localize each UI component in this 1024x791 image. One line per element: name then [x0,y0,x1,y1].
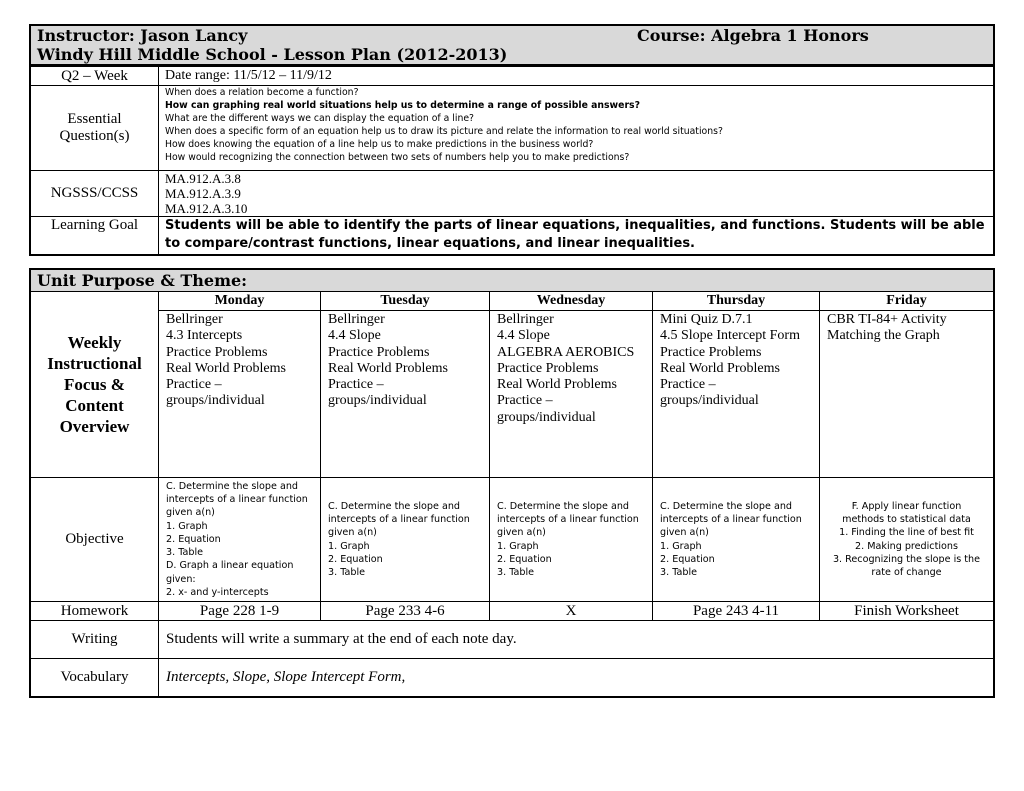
vocabulary-label: Vocabulary [31,658,159,696]
focus-item: 4.4 Slope [328,328,381,344]
writing-label: Writing [31,620,159,658]
objective-item: intercepts of a linear function [497,514,639,526]
objective-item: 1. Graph [166,520,208,532]
question-item: How would recognizing the connection between two sets of numbers help you to make predictions? [165,152,630,163]
objective-item: intercepts of a linear function [166,494,308,506]
objective-wednesday [490,477,653,601]
question-item: How does knowing the equation of a line help us to make predictions in the business world? [165,139,594,150]
focus-friday [820,310,993,477]
objective-item: 1. Finding the line of best fit [839,527,974,539]
weekly-focus-label-text: Weekly Instructional Focus & Content Overview [47,333,142,436]
homework-label: Homework [31,601,159,620]
learning-goal-label: Learning Goal [31,217,159,254]
objective-item: 2. Equation [328,553,383,565]
week-row [31,66,993,85]
focus-wednesday [490,310,653,477]
learning-goal-row [31,216,993,254]
objective-item: F. Apply linear function [851,500,962,512]
objective-item: 2. x- and y-intercepts [166,586,269,598]
homework-monday: Page 228 1-9 [159,601,321,620]
day-header-monday: Monday [159,291,321,310]
week-label: Q2 – Week [31,67,159,85]
objective-item: 3. Table [328,566,366,578]
focus-item: Real World Problems [166,360,286,376]
focus-monday [159,310,321,477]
day-header-wednesday: Wednesday [490,291,653,310]
day-header-thursday: Thursday [653,291,820,310]
objective-item: methods to statistical data [842,514,971,526]
standard-item: MA.912.A.3.8 [165,171,241,186]
objective-item: 1. Graph [497,540,539,552]
objective-item: D. Graph a linear equation [166,560,294,572]
weekly-grid [31,291,993,696]
objective-item: rate of change [871,566,942,578]
focus-item: Practice – [497,393,553,409]
instructor-name: Instructor: Jason Lancy [37,26,248,45]
focus-item: groups/individual [328,393,427,409]
focus-item: Practice – [660,377,716,393]
objective-monday [159,477,321,601]
objective-item: given: [166,573,196,585]
objective-item: given a(n) [660,527,709,539]
homework-thursday: Page 243 4-11 [653,601,820,620]
objective-item: C. Determine the slope and [166,481,298,493]
question-item: When does a specific form of an equation help us to draw its picture and relate the information to real world situations? [165,126,723,137]
standards-label: NGSSS/CCSS [31,171,159,216]
date-range: Date range: 11/5/12 – 11/9/12 [165,68,332,83]
course-name: Course: Algebra 1 Honors [637,26,869,45]
objective-item: 2. Equation [497,553,552,565]
question-item: When does a relation become a function? [165,87,359,98]
focus-item: groups/individual [166,393,265,409]
focus-item: Practice Problems [660,344,762,360]
focus-item: 4.5 Slope Intercept Form [660,328,800,344]
standards-row [31,170,993,216]
day-header-tuesday: Tuesday [321,291,490,310]
objective-item: 2. Making predictions [855,540,958,552]
objective-item: intercepts of a linear function [328,514,470,526]
focus-item: groups/individual [497,409,596,425]
school-lesson-plan-title: Windy Hill Middle School - Lesson Plan (2012-2013) [37,45,508,64]
lesson-header [31,26,993,66]
focus-item: Real World Problems [497,377,617,393]
learning-goal-text: Students will be able to identify the parts of linear equations, inequalities, and functions. Students will be able to compare/contrast functions, linear equations, and linear inequalities. [165,218,985,251]
focus-thursday [653,310,820,477]
focus-item: Practice Problems [328,344,430,360]
focus-item: ALGEBRA AEROBICS [497,344,635,360]
focus-item: groups/individual [660,393,759,409]
standards-list [159,171,993,216]
focus-item: Bellringer [497,312,554,327]
objective-friday [820,477,993,601]
objective-item: C. Determine the slope and [497,500,629,512]
standard-item: MA.912.A.3.10 [165,201,248,216]
objective-item: given a(n) [166,507,215,519]
question-item: How can graphing real world situations help us to determine a range of possible answers? [165,100,640,111]
homework-wednesday: X [490,601,653,620]
focus-item: Mini Quiz D.7.1 [660,312,753,327]
objective-item: 2. Equation [166,533,221,545]
focus-item: Matching the Graph [827,328,940,344]
objective-item: 3. Table [166,547,204,559]
focus-tuesday [321,310,490,477]
day-header-friday: Friday [820,291,993,310]
standard-item: MA.912.A.3.9 [165,186,241,201]
homework-friday: Finish Worksheet [820,601,993,620]
objective-item: 3. Recognizing the slope is the [832,553,981,565]
lesson-info-table [29,24,995,256]
focus-item: Real World Problems [660,360,780,376]
homework-tuesday: Page 233 4-6 [321,601,490,620]
focus-item: Real World Problems [328,360,448,376]
vocabulary-text: Intercepts, Slope, Slope Intercept Form, [159,658,993,696]
focus-item: Practice – [328,377,384,393]
objective-item: 3. Table [660,566,698,578]
focus-item: Practice Problems [166,344,268,360]
objective-tuesday [321,477,490,601]
objective-item: given a(n) [328,527,377,539]
objective-item: given a(n) [497,527,546,539]
objective-item: intercepts of a linear function [660,514,802,526]
objective-label: Objective [31,477,159,601]
objective-item: C. Determine the slope and [328,500,460,512]
essential-questions-row [31,85,993,170]
question-item: What are the different ways we can display the equation of a line? [165,113,474,124]
objective-item: 1. Graph [328,540,370,552]
focus-item: 4.4 Slope [497,328,550,344]
focus-item: Bellringer [328,312,385,327]
objective-item: 1. Graph [660,540,702,552]
writing-text: Students will write a summary at the end of each note day. [159,620,993,658]
focus-item: 4.3 Intercepts [166,328,243,344]
focus-item: CBR TI-84+ Activity [827,312,947,327]
essential-questions-label: Essential Question(s) [31,86,159,170]
objective-item: 2. Equation [660,553,715,565]
weekly-focus-label [31,291,159,477]
essential-questions-list [159,86,993,170]
focus-item: Bellringer [166,312,223,327]
objective-thursday [653,477,820,601]
objective-item: 3. Table [497,566,535,578]
objective-item: C. Determine the slope and [660,500,792,512]
focus-item: Practice Problems [497,360,599,376]
unit-plan-table [29,268,995,698]
focus-item: Practice – [166,377,222,393]
unit-purpose-title: Unit Purpose & Theme: [31,270,993,291]
